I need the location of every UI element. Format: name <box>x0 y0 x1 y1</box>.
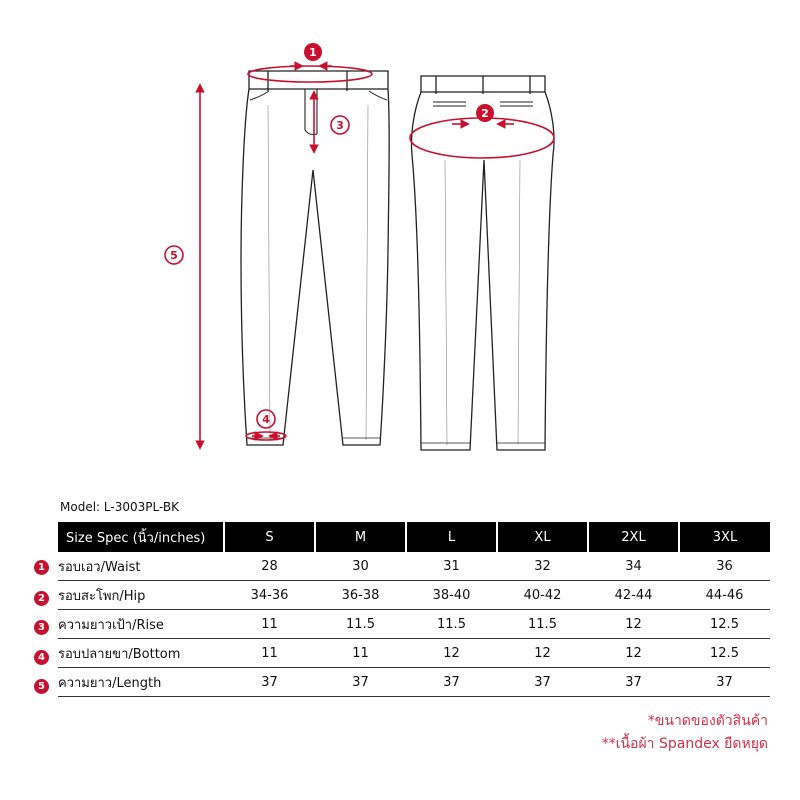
table-cell: 32 <box>497 552 588 581</box>
table-cell: 44-46 <box>679 581 770 610</box>
number-5-badge <box>165 246 183 264</box>
row-label: รอบปลายขา/Bottom <box>58 639 224 668</box>
table-cell: 37 <box>406 668 497 697</box>
table-cell: 37 <box>679 668 770 697</box>
table-cell: 12 <box>588 639 679 668</box>
note-fabric: **เนื้อผ้า Spandex ยืดหยุด <box>601 736 768 752</box>
row-label: รอบสะโพก/Hip <box>58 581 224 610</box>
table-cell: 34 <box>588 552 679 581</box>
table-cell: 12 <box>588 610 679 639</box>
row-badge-4-icon: 4 <box>34 650 49 665</box>
front-pants-drawing <box>241 71 389 445</box>
table-row-waist <box>58 552 770 581</box>
svg-text:2: 2 <box>481 107 489 120</box>
row-badge-3-icon: 3 <box>34 620 49 635</box>
number-1-badge <box>304 43 322 61</box>
table-cell: 28 <box>224 552 315 581</box>
table-row-rise <box>58 610 770 639</box>
column-header-m: M <box>315 522 406 552</box>
number-4-badge <box>257 410 275 428</box>
svg-text:3: 3 <box>336 119 344 132</box>
table-row-length <box>58 668 770 697</box>
table-cell: 11 <box>224 639 315 668</box>
table-cell: 36-38 <box>315 581 406 610</box>
table-row-bottom <box>58 639 770 668</box>
model-number: Model: L-3003PL-BK <box>60 500 179 514</box>
column-header-2xl: 2XL <box>588 522 679 552</box>
table-cell: 11.5 <box>406 610 497 639</box>
svg-text:4: 4 <box>262 413 270 426</box>
table-cell: 38-40 <box>406 581 497 610</box>
column-header-3xl: 3XL <box>679 522 770 552</box>
table-cell: 12 <box>497 639 588 668</box>
table-header-row <box>58 522 770 552</box>
svg-text:5: 5 <box>170 249 178 262</box>
table-cell: 11 <box>224 610 315 639</box>
row-label: รอบเอว/Waist <box>58 552 224 581</box>
number-2-badge <box>476 104 494 122</box>
table-cell: 36 <box>679 552 770 581</box>
row-label: ความยาวเป้า/Rise <box>58 610 224 639</box>
back-pants-drawing <box>411 76 554 450</box>
row-label: ความยาว/Length <box>58 668 224 697</box>
row-badge-1-icon: 1 <box>34 560 49 575</box>
column-header-xl: XL <box>497 522 588 552</box>
table-cell: 11.5 <box>497 610 588 639</box>
table-cell: 37 <box>224 668 315 697</box>
table-cell: 12 <box>406 639 497 668</box>
table-cell: 31 <box>406 552 497 581</box>
column-header-l: L <box>406 522 497 552</box>
number-3-badge <box>331 116 349 134</box>
column-header-s: S <box>224 522 315 552</box>
table-row-hip <box>58 581 770 610</box>
svg-text:1: 1 <box>309 46 317 59</box>
table-cell: 11.5 <box>315 610 406 639</box>
table-cell: 42-44 <box>588 581 679 610</box>
table-cell: 12.5 <box>679 639 770 668</box>
table-cell: 37 <box>315 668 406 697</box>
table-cell: 37 <box>588 668 679 697</box>
measurement-marks <box>200 66 554 448</box>
row-badge-2-icon: 2 <box>34 591 49 606</box>
table-cell: 34-36 <box>224 581 315 610</box>
size-spec-table <box>58 522 770 697</box>
table-cell: 37 <box>497 668 588 697</box>
table-cell: 30 <box>315 552 406 581</box>
table-cell: 40-42 <box>497 581 588 610</box>
column-header-size-spec: Size Spec (นิ้ว/inches) <box>58 522 224 552</box>
table-cell: 12.5 <box>679 610 770 639</box>
note-product-size: *ขนาดของตัวสินค้า <box>647 713 768 729</box>
table-cell: 11 <box>315 639 406 668</box>
row-badge-5-icon: 5 <box>34 679 49 694</box>
